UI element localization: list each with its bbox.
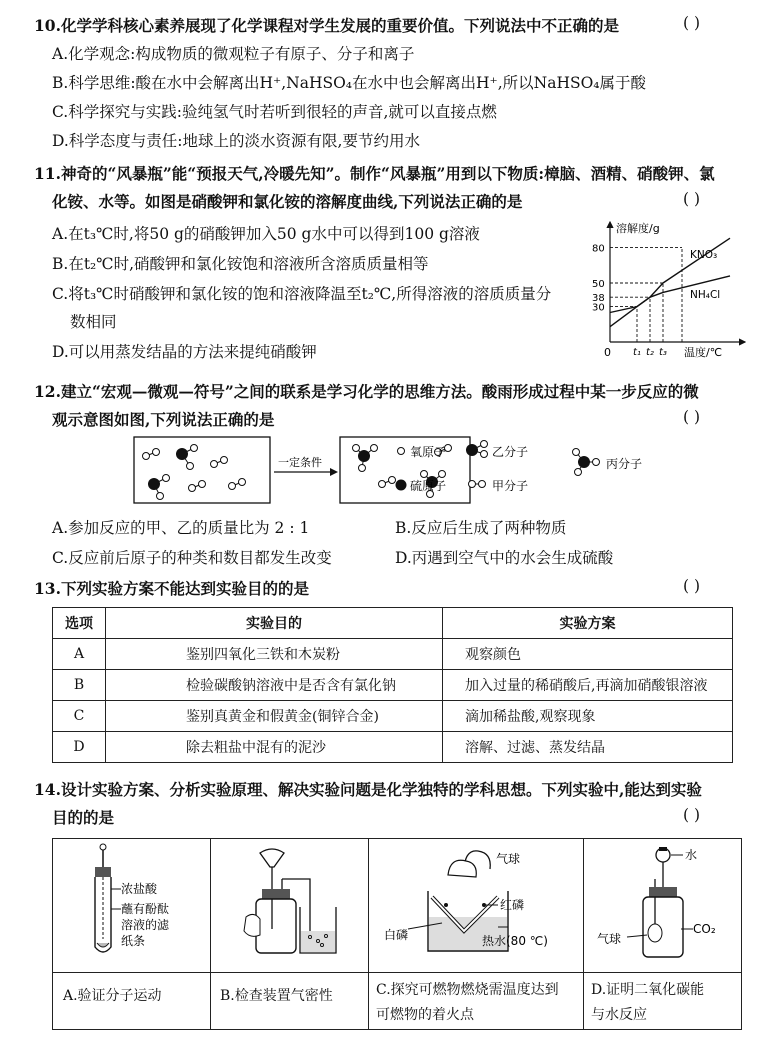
- label-conc-hcl: 浓盐酸: [121, 882, 158, 896]
- table-row: [53, 732, 733, 763]
- row-purpose: 鉴别四氧化三铁和木炭粉: [106, 639, 443, 670]
- q12-option-b: B.反应后生成了两种物质: [395, 519, 567, 537]
- y-tick-label: 80: [592, 243, 605, 255]
- jia-molecule: [189, 481, 206, 492]
- row-plan: 滴加稀盐酸,观察现象: [443, 701, 733, 732]
- q12-option-d: D.丙遇到空气中的水会生成硫酸: [395, 549, 614, 567]
- bing-molecule: [353, 445, 378, 472]
- row-label: C: [53, 701, 106, 732]
- experiment-b: [210, 839, 369, 1029]
- legend-bing: 丙分子: [606, 457, 643, 471]
- caption-d: [583, 972, 741, 1030]
- q10-option-a: A.化学观念:构成物质的微观粒子有原子、分子和离子: [52, 45, 415, 63]
- caption-a-text: A.验证分子运动: [63, 988, 162, 1004]
- experiment-a: [53, 839, 211, 1029]
- reaction-condition: 一定条件: [278, 456, 322, 469]
- legend-jia-icon: [469, 481, 486, 488]
- q11-option-c: C.将t₃℃时硝酸钾和氯化铵的饱和溶液降温至t₂℃,所得溶液的溶质质量分: [52, 285, 552, 303]
- combustion-diagram: [368, 839, 583, 972]
- q10-option-d: D.科学态度与责任:地球上的淡水资源有限,要节约用水: [52, 132, 420, 150]
- caption-c: [368, 972, 583, 1030]
- caption-b-text: B.检查装置气密性: [220, 988, 333, 1004]
- series-label-nh4cl: NH₄Cl: [690, 289, 721, 301]
- label-red-p: 红磷: [500, 898, 525, 912]
- q12-stem-line1: 12.建立“宏观—微观—符号”之间的联系是学习化学的思维方法。酸雨形成过程中某一步反应的微: [34, 382, 699, 401]
- q11-option-b: B.在t₂℃时,硝酸钾和氯化铵饱和溶液所含溶质质量相等: [52, 255, 429, 273]
- series-label-kno3: KNO₃: [690, 249, 718, 261]
- jia-molecule: [211, 457, 228, 468]
- q12-option-a: A.参加反应的甲、乙的质量比为 2 : 1: [52, 519, 310, 537]
- yi-molecule: [176, 445, 198, 470]
- q11-option-d: D.可以用蒸发结晶的方法来提纯硝酸钾: [52, 343, 317, 361]
- legend-yi-icon: [466, 441, 488, 458]
- x-tick-label: t₁: [633, 347, 641, 358]
- q14-answer-paren[interactable]: ( ): [683, 806, 701, 824]
- q12-answer-paren[interactable]: ( ): [683, 408, 701, 426]
- row-plan: 溶解、过滤、蒸发结晶: [443, 732, 733, 763]
- q11-option-c-cont: 数相同: [70, 313, 117, 331]
- caption-d-text1: D.证明二氧化碳能: [591, 982, 705, 998]
- q13-table: [52, 607, 733, 763]
- chart-xlabel: 温度/℃: [684, 346, 723, 359]
- legend-sulfur: 硫原子: [410, 479, 447, 493]
- row-plan: 加入过量的稀硝酸后,再滴加硝酸银溶液: [443, 670, 733, 701]
- label-balloon-c: 气球: [496, 852, 521, 866]
- row-label: A: [53, 639, 106, 670]
- legend-oxygen-icon: [398, 448, 405, 455]
- experiment-c: [368, 839, 584, 1029]
- chart-ylabel: 溶解度/g: [616, 222, 660, 235]
- row-purpose: 鉴别真黄金和假黄金(铜锌合金): [106, 701, 443, 732]
- label-filter-1: 蘸有酚酞: [121, 902, 170, 916]
- row-purpose: 除去粗盐中混有的泥沙: [106, 732, 443, 763]
- caption-b: [210, 972, 368, 1030]
- q13-stem: 13.下列实验方案不能达到实验目的的是: [34, 579, 309, 598]
- label-filter-3: 纸条: [121, 934, 146, 948]
- test-tube-diagram: [53, 839, 210, 972]
- x-tick-label: t₃: [659, 347, 667, 358]
- y-tick-label: 50: [592, 279, 605, 290]
- caption-d-text2: 与水反应: [591, 1007, 647, 1023]
- label-balloon-d: 气球: [597, 932, 622, 946]
- legend-oxygen: 氧原子: [410, 445, 447, 459]
- co2-water-diagram: [583, 839, 741, 972]
- airtight-check-diagram: [210, 839, 368, 972]
- jia-molecule: [143, 449, 160, 460]
- q14-stem-line2: 目的的是: [52, 808, 115, 827]
- caption-c-text1: C.探究可燃物燃烧需温度达到: [376, 982, 559, 998]
- q10-stem: 10.化学学科核心素养展现了化学课程对学生发展的重要价值。下列说法中不正确的是: [34, 16, 619, 35]
- label-water-d: 水: [685, 848, 698, 862]
- q12-stem-line2: 观示意图如图,下列说法正确的是: [52, 410, 275, 429]
- label-filter-2: 溶液的滤: [121, 918, 170, 932]
- q12-legend: [392, 438, 692, 498]
- q10-answer-paren[interactable]: ( ): [683, 14, 701, 32]
- q11-stem-line2: 化铵、水等。如图是硝酸钾和氯化铵的溶解度曲线,下列说法正确的是: [52, 192, 523, 211]
- q12-option-c: C.反应前后原子的种类和数目都发生改变: [52, 549, 332, 567]
- q11-stem-line1: 11.神奇的“风暴瓶”能“预报天气,冷暖先知”。制作“风暴瓶”用到以下物质:樟脑、酒精、硝酸钾、氯: [34, 164, 715, 183]
- header-purpose: 实验目的: [106, 608, 443, 639]
- chart-origin: 0: [604, 346, 611, 359]
- row-label: B: [53, 670, 106, 701]
- jia-molecule: [229, 479, 246, 490]
- solubility-chart: [590, 214, 750, 359]
- q14-stem-line1: 14.设计实验方案、分析实验原理、解决实验问题是化学独特的学科思想。下列实验中,能达到实验: [34, 780, 702, 799]
- y-tick-label: 38: [592, 293, 605, 305]
- yi-molecule: [148, 475, 170, 500]
- row-label: D: [53, 732, 106, 763]
- caption-a: [53, 972, 210, 1030]
- row-plan: 观察颜色: [443, 639, 733, 670]
- experiment-d: [583, 839, 741, 1029]
- caption-c-text2: 可燃物的着火点: [376, 1007, 474, 1023]
- q11-answer-paren[interactable]: ( ): [683, 190, 701, 208]
- row-purpose: 检验碳酸钠溶液中是否含有氯化钠: [106, 670, 443, 701]
- legend-yi: 乙分子: [492, 445, 529, 459]
- header-plan: 实验方案: [443, 608, 733, 639]
- q13-answer-paren[interactable]: ( ): [683, 577, 701, 595]
- q10-option-c: C.科学探究与实践:验纯氢气时若听到很轻的声音,就可以直接点燃: [52, 103, 497, 121]
- y-tick-label: 30: [592, 302, 605, 314]
- table-row: [53, 701, 733, 732]
- x-tick-label: t₂: [646, 347, 654, 358]
- label-hot-water: 热水(80 ℃): [482, 934, 548, 948]
- header-option: 选项: [53, 608, 106, 639]
- q14-experiment-box: [52, 838, 742, 1030]
- legend-bing-icon: [573, 449, 600, 476]
- q11-option-a: A.在t₃℃时,将50 g的硝酸钾加入50 g水中可以得到100 g溶液: [52, 225, 480, 243]
- q10-option-b: B.科学思维:酸在水中会解离出H⁺,NaHSO₄在水中也会解离出H⁺,所以NaHSO₄属于酸: [52, 74, 647, 92]
- legend-sulfur-icon: [396, 480, 407, 491]
- table-row: [53, 670, 733, 701]
- table-header-row: [53, 608, 733, 639]
- table-row: [53, 639, 733, 670]
- legend-jia: 甲分子: [492, 479, 529, 493]
- label-white-p: 白磷: [384, 928, 409, 942]
- label-co2: CO₂: [693, 922, 716, 936]
- reactant-box: [134, 437, 270, 503]
